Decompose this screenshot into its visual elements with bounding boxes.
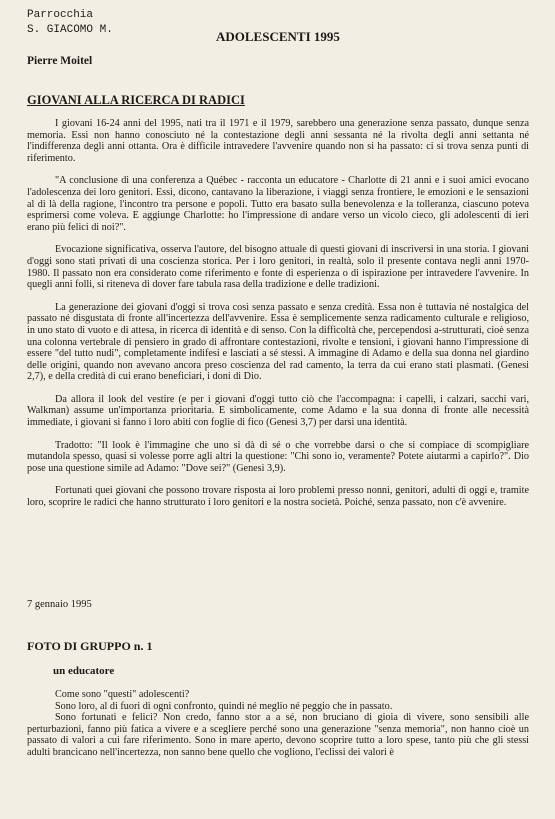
- parish-header: [27, 8, 113, 38]
- author-name: Pierre Moitel: [27, 55, 93, 67]
- paragraph: "A conclusione di una conferenza a Québec - racconta un educatore - Charlotte di 21 anni e i suoi amici evocano l'adolescenza dei loro genitori. Essi, dicono, cantavano la liberazione, i viaggi senza frontiere, le emozioni e le sensazioni al di là della ragione, l'incontro tra persone e popoli. Tutto era basato sulla benevolenza e la tolleranza, ciascuno poteva esprimersi come voleva. E aggiunge Charlotte: ho l'impressione di andare verso un vicolo cieco, gli adolescenti di ieri erano più felici di noi?".: [27, 175, 529, 233]
- paragraph: Fortunati quei giovani che possono trovare risposta ai loro problemi presso nonni, genitori, adulti di oggi e, tramite loro, scoprire le radici che hanno strutturato i loro genitori e la nostra società. Poiché, senza passato, non c'è avvenire.: [27, 485, 529, 509]
- section-title: GIOVANI ALLA RICERCA DI RADICI: [27, 93, 245, 107]
- document-date: 7 gennaio 1995: [27, 599, 92, 610]
- paragraph: Da allora il look del vestire (e per i giovani d'oggi tutto ciò che l'accompagna: i capelli, i calzari, sacchi vari, Walkman) assume un'importanza prioritaria. E simbolicamente, come Adamo e la sua donna di fronte alle necessità immediate, i giovani si fanno i loro abiti con foglie di fico (Genesi 3,7) per darsi una identità.: [27, 393, 529, 429]
- parish-line-2: S. GIACOMO M.: [27, 24, 113, 36]
- foto-line: Come sono "questi" adolescenti?: [55, 689, 190, 700]
- foto-line: Sono loro, al di fuori di ogni confronto, quindi né meglio né peggio che in passato.: [55, 700, 393, 712]
- document-title: ADOLESCENTI 1995: [216, 29, 340, 44]
- article-body: [27, 118, 529, 520]
- paragraph: Tradotto: "Il look è l'immagine che uno si dà di sé o che vorrebbe darsi o che si compiace di scompigliare mutandola spesso, quasi si volesse porre agli altri la questione: "Chi sono io, veramente? Potete aiutarmi a capirlo?". Dio pose una questione simile ad Adamo: "Dove sei?" (Genesi 3,9).: [27, 439, 529, 474]
- foto-section-title: FOTO DI GRUPPO n. 1: [27, 639, 153, 653]
- foto-body: [27, 689, 529, 759]
- foto-subtitle: un educatore: [53, 665, 115, 677]
- foto-line: Sono fortunati e felici? Non credo, fanno stor a a sé, non bruciano di gioia di vivere, sono sensibili alle perturbazioni, fanno più fatica a vivere e a scegliere perché sono una generazione "senza memoria", non hanno cioè un passato di valori a cui fare riferimento. Sono in mare aperto, devono scoprire tutto a loro spese, tanto più che gli stessi adulti brancicano nell'incertezza, non sanno bene quello che vogliono, l'eclissi dei valori è: [27, 712, 529, 758]
- paragraph: Evocazione significativa, osserva l'autore, del bisogno attuale di questi giovani di inscriversi in una storia. I giovani d'oggi sono stati privati di una coscienza storica. Per i loro genitori, in realtà, solo il presente contava negli anni 1970-1980. Il passato non era considerato come riferimento e fonte di esperienza o di ispirazione per intravedere l'avvenire. In quegli anni folli, si riteneva di dover fare tabula rasa della tradizione e delle tradizioni.: [27, 244, 529, 291]
- paragraph: La generazione dei giovani d'oggi si trova così senza passato e senza credità. Essa non è tuttavia né nostalgica del passato né disgustata di fronte all'incertezza dell'avvenire. Essa è semplicemente senza radicamento culturale e religioso, in uno stato di vuoto e di attesa, in ricerca di identità e di senso. Con la difficoltà che, percependosi a-strutturati, cioè senza una colonna vertebrale di pensiero in grado di affrontare contestazioni, rivolte e tensioni, i giovani hanno l'impressione di essere "del tutto nudi", completamente indifesi e lasciati a sé stessi. A immagine di Adamo e della sua donna nel giardino delle origini, quando non avevano ancora preso coscienza del rad camento, la terra da cui erano stati plasmati. (Genesi 2,7), e della credità di cui erano beneficiari, i doni di Dio.: [27, 301, 529, 383]
- parish-line-1: Parrocchia: [27, 9, 94, 21]
- paragraph: I giovani 16-24 anni del 1995, nati tra il 1971 e il 1979, sarebbero una generazione senza passato, dunque senza memoria. Essi non hanno conosciuto né la contestazione degli anni sessanta né la rivolta degli anni settanta né l'indifferenza degli anni ottanta. Ora è difficile intravedere l'avvenire quando non si ha passato: ci si trova senza punti di riferimento.: [27, 118, 529, 164]
